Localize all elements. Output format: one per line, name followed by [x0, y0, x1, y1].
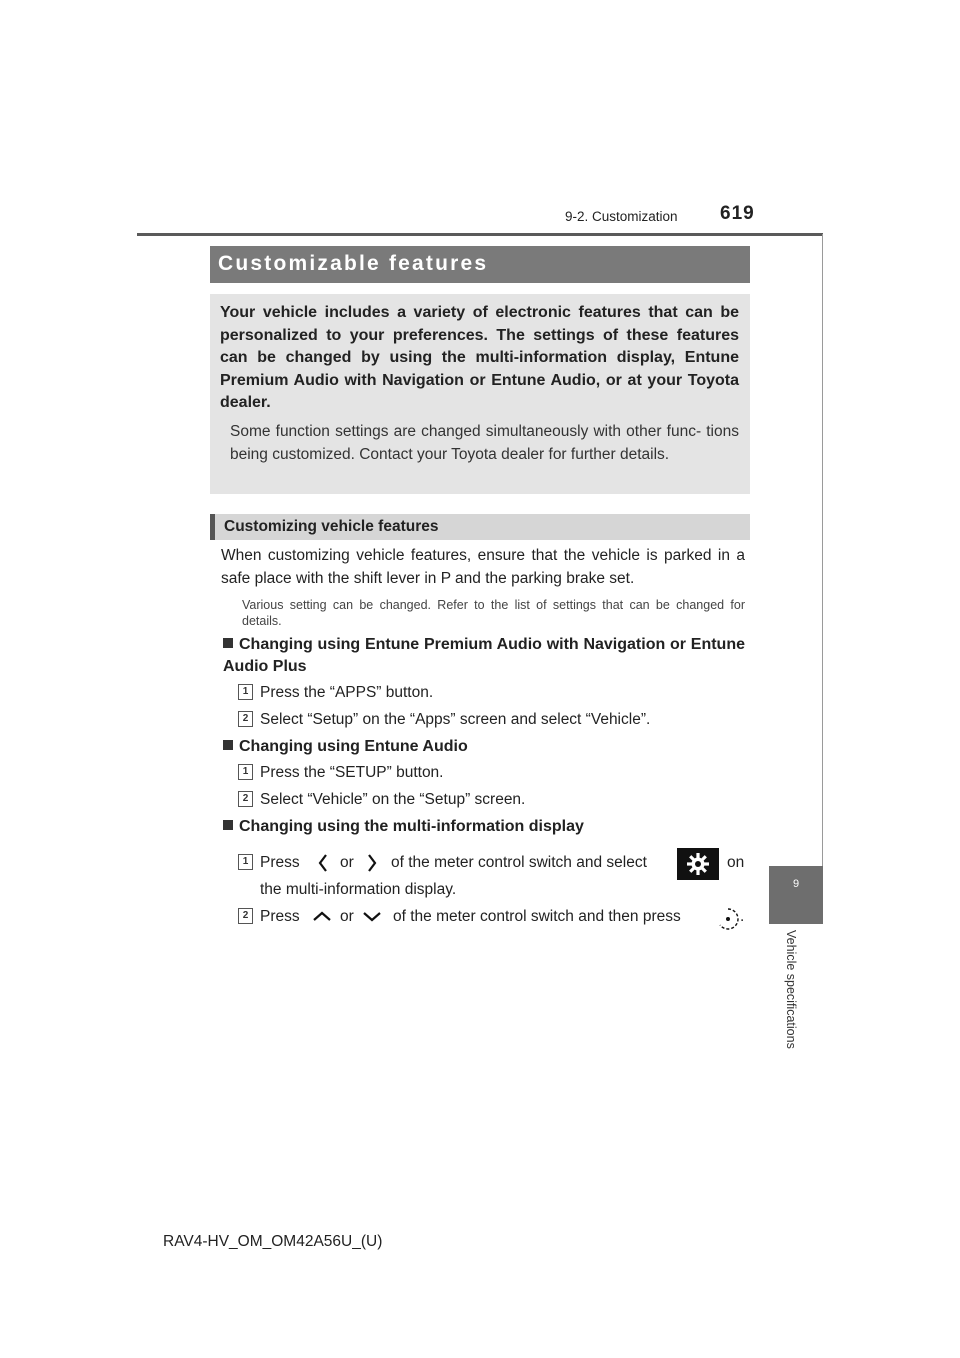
- page-title-bar: [210, 246, 750, 283]
- chapter-number: 9: [792, 878, 800, 890]
- step-text-part: of the meter control switch and select: [391, 854, 647, 871]
- step-text: Press the “APPS” button.: [260, 684, 434, 701]
- page-title: Customizable features: [218, 252, 489, 275]
- ok-button-icon: [716, 907, 740, 931]
- intro-box: [210, 294, 750, 494]
- intro-plain: Some function settings are changed simultaneously with other func- tions being customized. Contact your Toyota dealer for further details.: [230, 423, 739, 463]
- step-text-part: of the meter control switch and then press: [393, 908, 681, 925]
- note-paragraph: Various setting can be changed. Refer to the list of settings that can be changed for details.: [242, 598, 745, 628]
- step-text-part: .: [740, 908, 745, 925]
- step-text: Select “Setup” on the “Apps” screen and select “Vehicle”.: [260, 711, 651, 728]
- step-text-part: Press: [260, 854, 300, 871]
- chevron-up-icon: [311, 908, 333, 924]
- subheading-bar: [210, 514, 750, 540]
- step-text: Press the “SETUP” button.: [260, 764, 444, 781]
- step-text-part: Press: [260, 908, 300, 925]
- section-heading-3-text: Changing using the multi-information display: [239, 818, 584, 835]
- header-rule: [137, 233, 823, 236]
- step-number: 1: [238, 684, 253, 700]
- section-heading-2: [223, 736, 468, 758]
- step-text-part: or: [340, 908, 354, 925]
- step-number: 2: [238, 908, 253, 924]
- subheading-accent: [210, 514, 215, 540]
- intro-bold: Your vehicle includes a variety of electronic features that can be personalized to your preferences. The settings of these features can be changed by using the multi-information display, Entune Premium Audio with Navigation or Entune Audio, or at your Toyota dealer.: [220, 304, 739, 411]
- step-text: Select “Vehicle” on the “Setup” screen.: [260, 791, 526, 808]
- document-code: RAV4-HV_OM_OM42A56U_(U): [163, 1233, 383, 1250]
- side-rule: [822, 234, 823, 924]
- step-text-part: the multi-information display.: [260, 881, 457, 898]
- chapter-label: [780, 930, 802, 1080]
- square-bullet-icon: [223, 740, 233, 750]
- page-number: 619: [720, 203, 755, 224]
- section-label: 9-2. Customization: [565, 209, 678, 224]
- chevron-right-icon: [365, 852, 379, 874]
- step-text-part: on: [727, 854, 745, 871]
- chevron-left-icon: [316, 852, 330, 874]
- section-heading-1: [223, 634, 745, 678]
- chapter-tab: [769, 866, 823, 924]
- step-number: 2: [238, 791, 253, 807]
- square-bullet-icon: [223, 820, 233, 830]
- chevron-down-icon: [361, 908, 383, 924]
- section-heading-3: [223, 816, 584, 838]
- square-bullet-icon: [223, 638, 233, 648]
- chapter-label-text: Vehicle specifications: [784, 930, 798, 1049]
- section-heading-1-text: Changing using Entune Premium Audio with Navigation or Entune Audio Plus: [223, 636, 745, 675]
- body-paragraph: When customizing vehicle features, ensure that the vehicle is parked in a safe place with the shift lever in P and the parking brake set.: [221, 547, 745, 587]
- settings-button-image: [677, 848, 719, 880]
- subheading: Customizing vehicle features: [224, 518, 439, 535]
- section-heading-2-text: Changing using Entune Audio: [239, 738, 468, 755]
- gear-icon: [677, 848, 719, 880]
- step-number: 1: [238, 854, 253, 870]
- step-number: 2: [238, 711, 253, 727]
- step-text-part: or: [340, 854, 354, 871]
- step-number: 1: [238, 764, 253, 780]
